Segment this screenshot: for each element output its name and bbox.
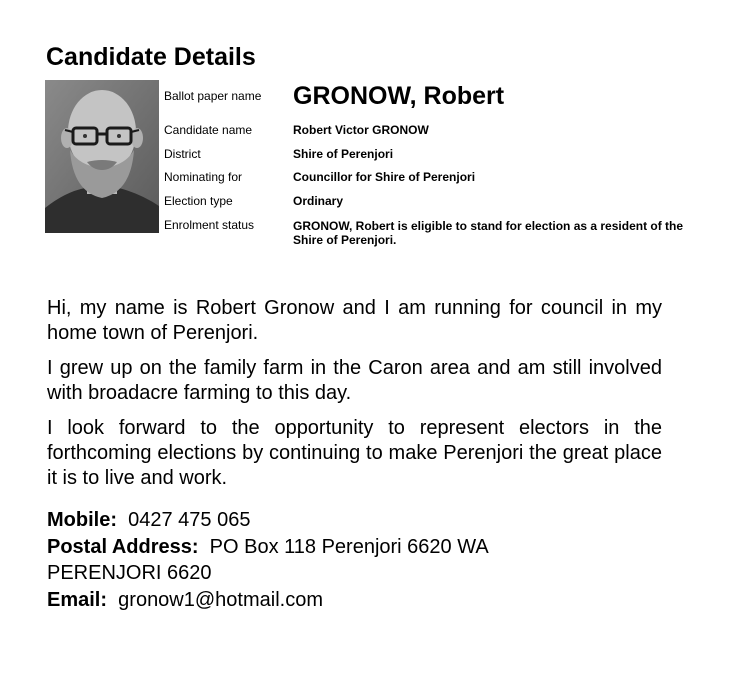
mobile-line [47,507,489,534]
mobile-value: 0427 475 065 [128,509,251,531]
candidate-name-label: Candidate name [164,123,253,137]
election-type-value: Ordinary [293,194,344,208]
candidate-photo [45,80,159,233]
bio-paragraph: I look forward to the opportunity to represent electors in the forthcoming elections by continuing to make Perenjori the great place it is to live and work. [47,417,662,489]
district-label: District [164,147,201,161]
nominating-for-value: Councillor for Shire of Perenjori [293,170,476,184]
candidate-name-value: Robert Victor GRONOW [293,123,429,137]
page-title: Candidate Details [46,43,256,71]
candidate-bio [47,296,662,501]
nominating-for-label: Nominating for [164,170,243,184]
postal-address-label: Postal Address: [47,535,199,558]
postal-address-value: PO Box 118 Perenjori 6620 WA [209,535,489,558]
enrolment-status-label: Enrolment status [164,218,255,232]
ballot-paper-name-value: GRONOW, Robert [293,82,505,110]
election-type-label: Election type [164,194,233,208]
email-line [47,587,489,614]
postal-address-line-2: PERENJORI 6620 [47,562,212,584]
ballot-paper-name-label: Ballot paper name [164,89,262,103]
bio-paragraph: I grew up on the family farm in the Caron area and am still involved with broadacre farming to this day. [47,357,662,404]
district-value: Shire of Perenjori [293,147,394,161]
email-label: Email: [47,588,108,611]
email-value[interactable]: gronow1@hotmail.com [118,588,323,611]
bio-paragraph: Hi, my name is Robert Gronow and I am running for council in my home town of Perenjori. [47,297,662,344]
contact-details [47,507,489,613]
enrolment-status-value: GRONOW, Robert is eligible to stand for election as a resident of the Shire of Perenjori. [293,219,684,247]
mobile-label: Mobile: [47,509,117,531]
postal-address-line [47,534,489,561]
